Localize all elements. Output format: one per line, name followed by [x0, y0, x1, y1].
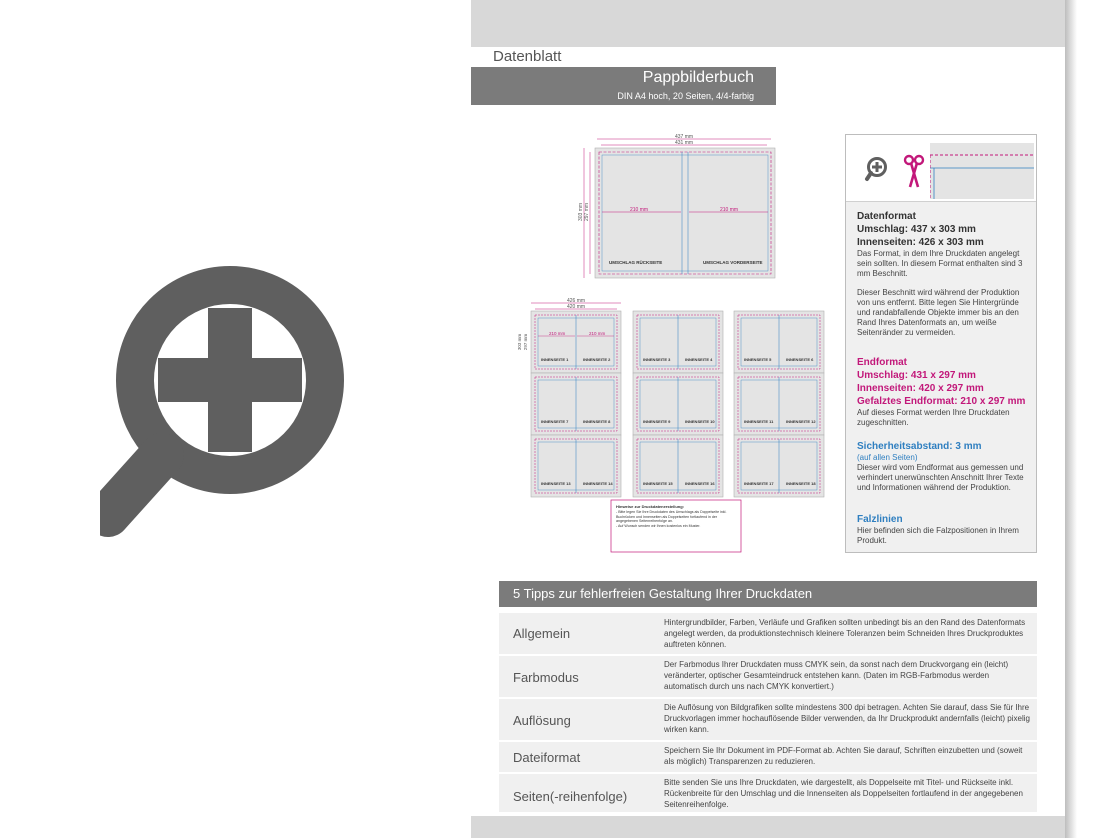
cover-half-left: 210 mm: [629, 207, 649, 213]
svg-text:INNENSEITE 14: INNENSEITE 14: [583, 481, 613, 486]
svg-text:INNENSEITE 10: INNENSEITE 10: [685, 419, 715, 424]
page-title: Pappbilderbuch: [642, 69, 754, 86]
tip-row-seitenreihenfolge: Seiten(-reihenfolge) Bitte senden Sie uns Ihre Druckdaten, wie dargestellt, als Doppelseite mit Titel- und Rückseite inkl. Rückenbreite für den Umschlag und die Innenseiten als Doppelseiten fortlaufend in der angegebenen Seitenreihenfolge.: [499, 774, 1037, 812]
print-note-box: Hinweise zur Druckdatenerstellung: - Bitte legen Sie Ihre Druckdaten des Umschlags als Doppelseite inkl. Buchrücken und Innenseiten als Doppelseiten fortlaufend in der angegebenen Seitenreihenfolge an. - Auf Wunsch senden wir Ihnen kostenlos ein Muster.: [611, 500, 741, 552]
inner-height-inner: 297 mm: [523, 333, 528, 351]
cover-front-label: UMSCHLAG VORDERSEITE: [703, 260, 763, 265]
scissors-icon: [903, 153, 925, 189]
tips-heading: 5 Tipps zur fehlerfreien Gestaltung Ihrer Druckdaten: [499, 581, 1037, 607]
spread-1: [531, 311, 621, 373]
svg-text:INNENSEITE 1: INNENSEITE 1: [541, 357, 569, 362]
page-header-band: [471, 0, 1065, 47]
zoom-in-icon[interactable]: [100, 250, 420, 570]
zoom-in-icon[interactable]: [864, 155, 894, 185]
cover-height-outer: 303 mm: [578, 202, 584, 222]
svg-text:210 mm: 210 mm: [549, 331, 566, 336]
svg-text:INNENSEITE 17: INNENSEITE 17: [744, 481, 774, 486]
svg-text:INNENSEITE 16: INNENSEITE 16: [685, 481, 715, 486]
svg-text:INNENSEITE 4: INNENSEITE 4: [685, 357, 713, 362]
spread-6: [734, 373, 824, 435]
svg-text:INNENSEITE 13: INNENSEITE 13: [541, 481, 571, 486]
bleed-preview: [930, 143, 1034, 199]
tip-row-farbmodus: Farbmodus Der Farbmodus Ihrer Druckdaten muss CMYK sein, da sonst nach dem Druckvorgang ein (leicht) veränderter, optischer Gesamteindruck entstehen kann. (Daten im RGB-Farbmodus werden automatisch durch uns nach CMYK konvertiert.): [499, 656, 1037, 697]
spread-7: [531, 435, 621, 497]
cover-spread: [578, 134, 775, 278]
svg-text:INNENSEITE 18: INNENSEITE 18: [786, 481, 816, 486]
spread-9: [734, 435, 824, 497]
legend-endformat: Endformat Umschlag: 431 x 297 mm Innenseiten: 420 x 297 mm Gefalztes Endformat: 210 x 297 mm Auf dieses Format werden Ihre Druckdaten zugeschnitten.: [857, 357, 1026, 427]
tip-row-dateiformat: Dateiformat Speichern Sie Ihr Dokument im PDF-Format ab. Achten Sie darauf, Schriften einzubetten und (soweit als möglich) Transparenzen zu reduzieren.: [499, 742, 1037, 772]
svg-text:INNENSEITE 7: INNENSEITE 7: [541, 419, 569, 424]
spread-8: [633, 435, 723, 497]
page-subtitle: DIN A4 hoch, 20 Seiten, 4/4-farbig: [617, 91, 754, 101]
legend-sicherheitsabstand: Sicherheitsabstand: 3 mm (auf allen Seiten) Dieser wird vom Endformat aus gemessen und verhindert unerwünschten Anschnitt Ihrer Texte und Informationen während der Produktion.: [857, 441, 1024, 492]
spread-2: [633, 311, 723, 373]
layout-diagram: [471, 120, 831, 560]
page-footer-band: [471, 816, 1065, 838]
svg-text:INNENSEITE 8: INNENSEITE 8: [583, 419, 611, 424]
svg-text:INNENSEITE 15: INNENSEITE 15: [643, 481, 673, 486]
page-shadow: [1065, 0, 1077, 838]
svg-text:INNENSEITE 3: INNENSEITE 3: [643, 357, 671, 362]
svg-text:210 mm: 210 mm: [589, 331, 606, 336]
inner-height-outer: 303 mm: [517, 333, 522, 351]
datasheet-page: [471, 0, 1065, 838]
spread-3: [734, 311, 824, 373]
datasheet-tab: Datenblatt: [471, 47, 591, 67]
spread-5: [633, 373, 723, 435]
title-bar: [471, 67, 776, 105]
svg-text:INNENSEITE 12: INNENSEITE 12: [786, 419, 816, 424]
cover-half-right: 210 mm: [719, 207, 739, 213]
svg-text:INNENSEITE 2: INNENSEITE 2: [583, 357, 611, 362]
cover-height-inner: 297 mm: [584, 202, 590, 222]
cover-width-outer: 437 mm: [674, 134, 694, 140]
format-legend: [845, 134, 1037, 553]
cover-width-inner: 431 mm: [674, 140, 694, 146]
svg-text:INNENSEITE 11: INNENSEITE 11: [744, 419, 774, 424]
svg-text:Hinweise zur Druckdatenerstell: Hinweise zur Druckdatenerstellung:: [616, 504, 685, 509]
cover-back-label: UMSCHLAG RÜCKSEITE: [609, 260, 663, 265]
spread-4: [531, 373, 621, 435]
svg-text:INNENSEITE 9: INNENSEITE 9: [643, 419, 671, 424]
inner-width-outer: 426 mm: [566, 298, 586, 304]
legend-falzlinien: Falzlinien Hier befinden sich die Falzpositionen in Ihrem Produkt.: [857, 514, 1019, 545]
inner-width-inner: 420 mm: [566, 304, 586, 310]
legend-preview: [846, 135, 1036, 202]
svg-text:INNENSEITE 5: INNENSEITE 5: [744, 357, 772, 362]
svg-text:INNENSEITE 6: INNENSEITE 6: [786, 357, 814, 362]
legend-datenformat: Datenformat Umschlag: 437 x 303 mm Innenseiten: 426 x 303 mm Das Format, in dem Ihre Druckdaten angelegt sein sollten. In diesem Format enthalten sind 3 mm Beschnitt. Dieser Beschnitt wird während der Produktion von uns entfernt. Bitte legen Sie Hintergründe und randabfallende Objekte immer bis an den Rand Ihres Datenformats an, um weiße Seitenränder zu vermeiden.: [857, 211, 1023, 337]
tip-row-aufloesung: Auflösung Die Auflösung von Bildgrafiken sollte mindestens 300 dpi betragen. Achten Sie darauf, dass Sie für Ihre Druckvorlagen immer hochauflösende Bilder verwenden, da Ihr Druckprodukt andernfalls (leicht) pixelig wirken kann.: [499, 699, 1037, 740]
tip-row-allgemein: Allgemein Hintergrundbilder, Farben, Verläufe und Grafiken sollten unbedingt bis an den Rand des Datenformats angelegt werden, da produktionstechnisch kleinere Toleranzen beim Schneiden Ihres Druckproduktes auftreten können.: [499, 613, 1037, 654]
